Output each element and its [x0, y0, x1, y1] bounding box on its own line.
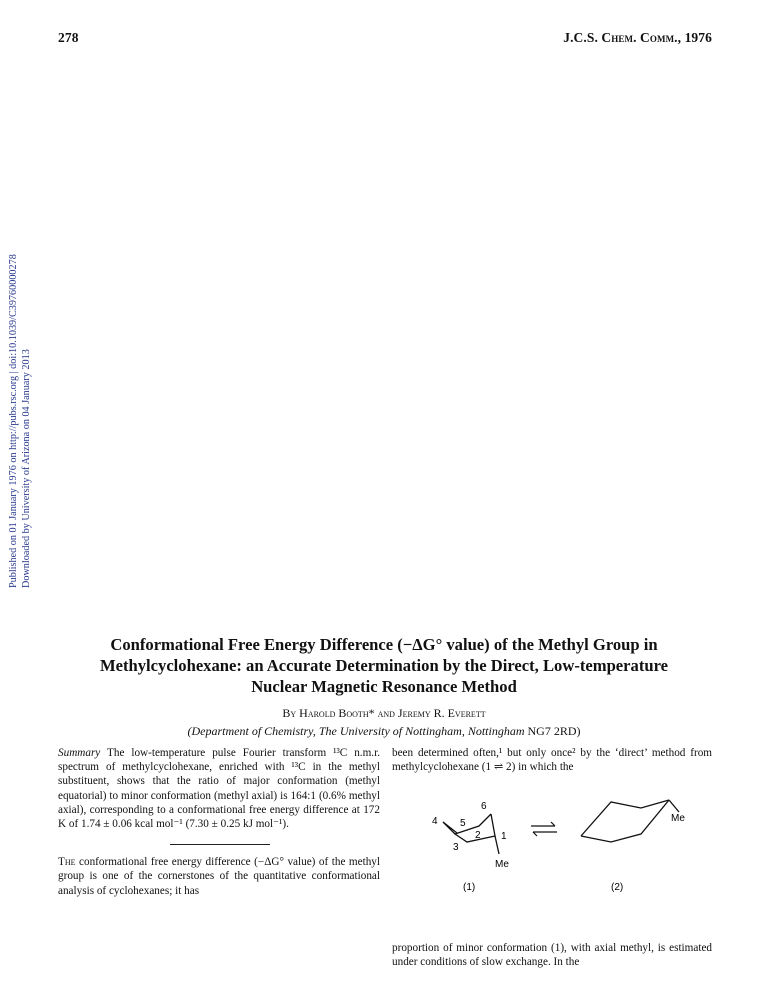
- affiliation-postcode: NG7 2RD): [527, 724, 581, 738]
- body-text-right-top: been determined often,¹ but only once² by the ‘direct’ method from methylcyclohexane (1 ⇌ 2) in which the: [392, 747, 712, 774]
- lead-in: The: [58, 856, 76, 869]
- summary-label: Summary: [58, 747, 101, 759]
- compound-label-2: (2): [611, 882, 624, 893]
- chair-conformer-1: [443, 814, 499, 854]
- journal-header: [563, 30, 712, 46]
- compound-label-1: (1): [463, 882, 476, 893]
- equilibrium-arrows: [531, 822, 557, 836]
- atom-label-5: 5: [460, 818, 466, 829]
- article-title: [60, 634, 708, 697]
- methyl-equatorial-label: Me: [671, 813, 685, 824]
- conformer-scheme: [415, 786, 715, 910]
- title-line-3: Nuclear Magnetic Resonance Method: [251, 677, 517, 696]
- author-byline: By Harold Booth* and Jeremy R. Everett: [282, 706, 486, 720]
- summary-block: [58, 746, 380, 831]
- affiliation-text: (Department of Chemistry, The University of Nottingham, Nottingham: [187, 724, 525, 738]
- title-line-2: Methylcyclohexane: an Accurate Determination by the Direct, Low-temperature: [99, 656, 669, 675]
- atom-label-3: 3: [453, 842, 459, 853]
- left-column: [58, 746, 380, 898]
- right-column-top: [392, 746, 712, 774]
- atom-label-1: 1: [501, 831, 507, 842]
- body-text-left: conformational free energy difference (−ΔG° value) of the methyl group is one of the cornerstones of the quantitative conformational analysis of cyclohexanes; it has: [58, 856, 380, 897]
- chair-conformer-2: [581, 800, 679, 842]
- published-link[interactable]: Published on 01 January 1976 on http://pubs.rsc.org | doi:10.1039/C39760000278: [8, 254, 19, 588]
- divider-rule: [170, 844, 270, 845]
- right-column-bottom: [392, 941, 712, 969]
- provenance-sidebar: [4, 238, 44, 598]
- body-text-right-bottom: proportion of minor conformation (1), with axial methyl, is estimated under conditions of slow exchange. In the: [392, 942, 712, 969]
- body-paragraph-left: [58, 855, 380, 898]
- methyl-axial-label: Me: [495, 859, 509, 870]
- atom-label-6: 6: [481, 801, 487, 812]
- atom-label-4: 4: [432, 816, 438, 827]
- affiliation: [60, 724, 708, 739]
- downloaded-note: Downloaded by University of Arizona on 04 January 2013: [21, 349, 32, 588]
- page-number: 278: [58, 30, 79, 45]
- title-line-1: Conformational Free Energy Difference (−ΔG° value) of the Methyl Group in: [110, 635, 658, 654]
- atom-label-2: 2: [475, 830, 481, 841]
- journal-name: J.C.S. Chem. Comm., 1976: [563, 30, 712, 45]
- summary-text: The low-temperature pulse Fourier transform ¹³C n.m.r. spectrum of methylcyclohexane, enriched with ¹³C in the methyl substituent, shows that the ratio of major conformation (methyl equatorial) to minor conformation (methyl axial) is 164:1 (0.6% methyl axial), corresponding to a conformational free energy difference at 172 K of 1.74 ± 0.06 kcal mol⁻¹ (7.30 ± 0.25 kJ mol⁻¹).: [58, 747, 380, 831]
